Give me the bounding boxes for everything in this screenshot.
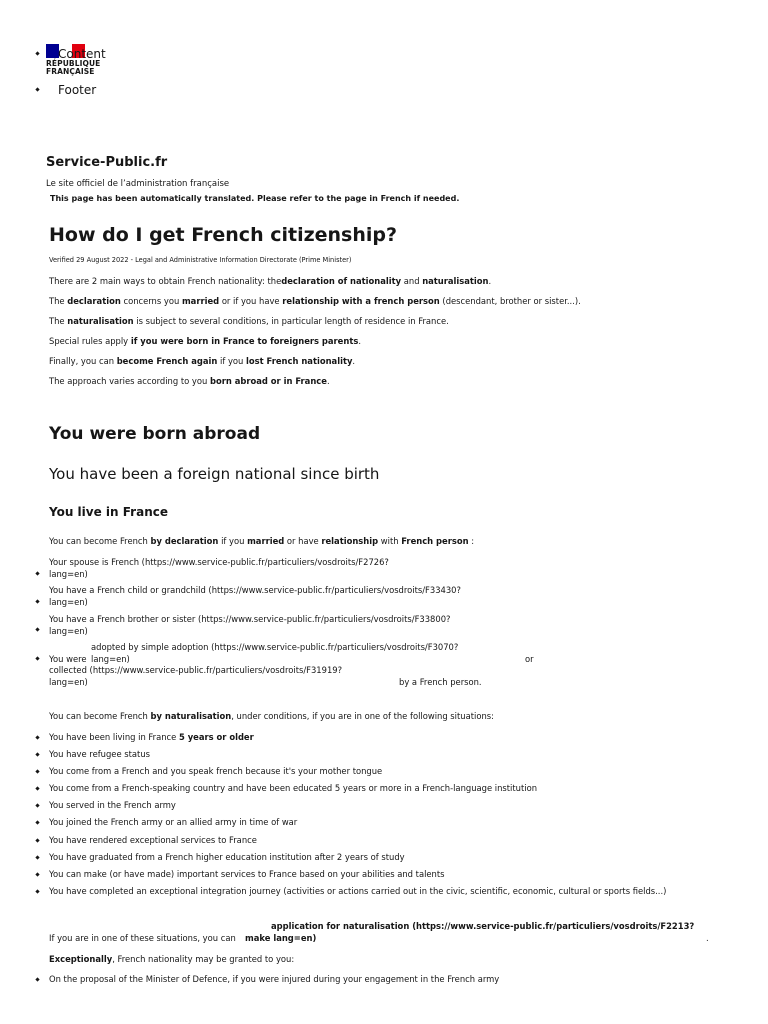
collected-link[interactable]: collected (https://www.service-public.fr/particuliers/vosdroits/F31919? [49,665,343,675]
adoption-you-were: You were [49,654,87,664]
intro-paragraph: Finally, you can become French again if you lost French nationality. [49,356,356,366]
bullet-icon [35,752,39,756]
sibling-link[interactable]: You have a French brother or sister (https://www.service-public.fr/particuliers/vosdroits/F33800? lang=en) [49,614,451,636]
subsubsection-heading: You live in France [49,505,168,519]
naturalisation-lead: You can become French by naturalisation, under conditions, if you are in one of the following situations: [49,711,494,721]
declaration-lead: You can become French by declaration if you married or have relationship with French person : [49,536,475,546]
child-link[interactable]: You have a French child or grandchild (https://www.service-public.fr/particuliers/vosdroits/F33430? lang=en) [49,585,461,607]
bullet-icon [35,838,39,842]
list-item: You served in the French army [49,800,176,810]
list-item: You have refugee status [49,749,150,759]
logo-text: RÉPUBLIQUE FRANÇAISE [46,59,101,76]
bullet-icon [35,820,39,824]
intro-paragraph: The naturalisation is subject to several conditions, in particular length of residence in France. [49,316,449,326]
naturalisation-application-link-lang[interactable]: make lang=en) [245,933,317,943]
skip-link-content[interactable]: Content [58,47,106,61]
bullet-icon [35,87,39,91]
bullet-icon [35,786,39,790]
section-heading: You were born abroad [49,424,261,444]
site-tagline: Le site officiel de l’administration française [46,179,230,189]
bullet-icon [35,599,39,603]
bullet-icon [35,571,39,575]
bullet-icon [35,977,39,981]
list-item: You have been living in France 5 years or older [49,732,254,742]
bullet-icon [35,656,39,660]
bullet-icon [35,51,39,55]
list-item: You can make (or have made) important services to France based on your abilities and talents [49,869,445,879]
spouse-link[interactable]: Your spouse is French (https://www.service-public.fr/particuliers/vosdroits/F2726? lang=en) [49,557,389,579]
list-item: You come from a French-speaking country and have been educated 5 years or more in a French-language institution [49,783,538,793]
apply-end: . [706,933,709,943]
list-item: You have graduated from a French higher education institution after 2 years of study [49,852,405,862]
naturalisation-application-link[interactable]: application for naturalisation (https://www.service-public.fr/particuliers/vosdroits/F2213? [271,921,695,931]
bullet-icon [35,889,39,893]
verified-date: Verified 29 August 2022 - Legal and Administrative Information Directorate (Prime Minister) [49,256,352,264]
exceptional-lead: Exceptionally, French nationality may be granted to you: [49,954,295,964]
adoption-link-lang[interactable]: lang=en) [91,654,130,664]
bullet-icon [35,872,39,876]
intro-paragraph: Special rules apply if you were born in France to foreigners parents. [49,336,361,346]
list-item: You joined the French army or an allied army in time of war [49,817,298,827]
adoption-link[interactable]: adopted by simple adoption (https://www.service-public.fr/particuliers/vosdroits/F3070? [91,642,459,652]
naturalisation-apply-lead: If you are in one of these situations, you can [49,933,236,943]
adoption-or: or [525,654,534,664]
site-name[interactable]: Service-Public.fr [46,155,168,170]
page-title: How do I get French citizenship? [49,224,398,246]
bullet-icon [35,627,39,631]
adoption-tail: by a French person. [399,677,482,687]
list-item: You have rendered exceptional services to France [49,835,257,845]
translation-notice: This page has been automatically translated. Please refer to the page in French if needed. [50,194,460,203]
bullet-icon [35,735,39,739]
list-item: On the proposal of the Minister of Defence, if you were injured during your engagement in the French army [49,974,500,984]
bullet-icon [35,803,39,807]
skip-link-footer[interactable]: Footer [58,83,97,97]
intro-paragraph: The approach varies according to you born abroad or in France. [49,376,330,386]
subsection-heading: You have been a foreign national since birth [49,465,380,483]
bullet-icon [35,769,39,773]
collected-link-lang[interactable]: lang=en) [49,677,88,687]
list-item: You come from a French and you speak french because it's your mother tongue [49,766,383,776]
bullet-icon [35,855,39,859]
list-item: You have completed an exceptional integration journey (activities or actions carried out in the civic, scientific, economic, cultural or sports fields...) [49,886,667,896]
intro-paragraph: The declaration concerns you married or if you have relationship with a french person (descendant, brother or sister...). [49,296,581,306]
intro-paragraph: There are 2 main ways to obtain French nationality: thedeclaration of nationality and naturalisation. [49,276,492,286]
